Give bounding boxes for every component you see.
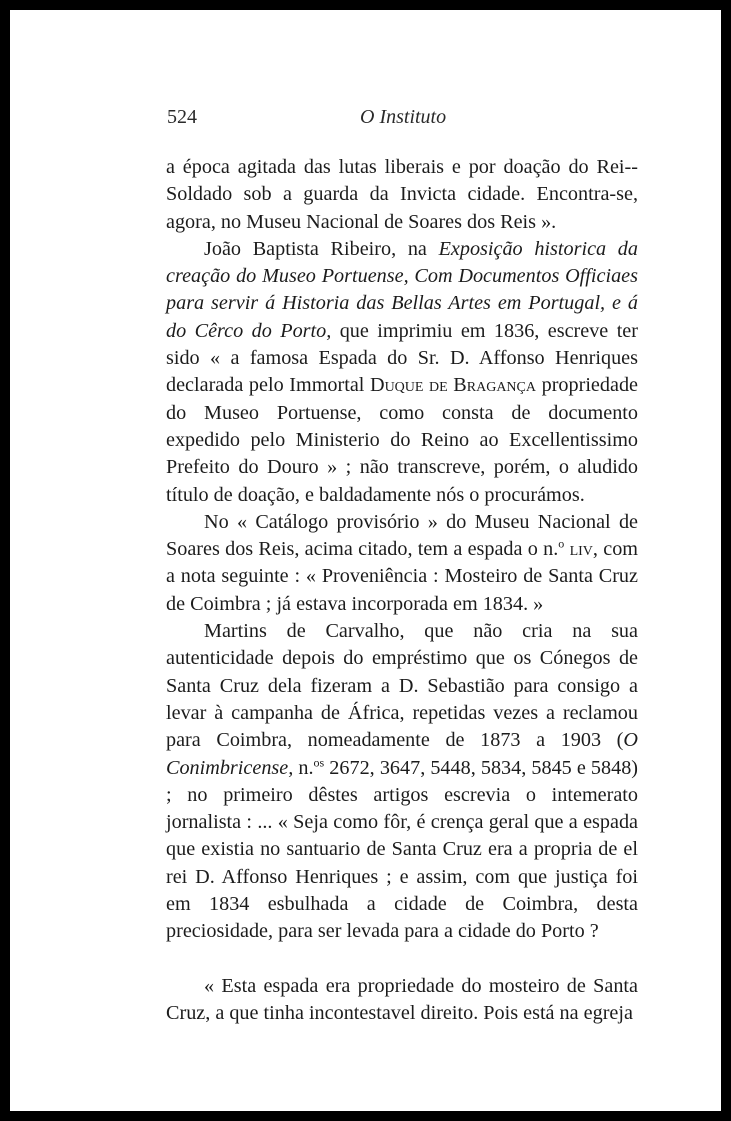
text-segment: n. bbox=[293, 756, 314, 779]
text-segment: os bbox=[313, 754, 325, 769]
paragraph bbox=[166, 973, 638, 1028]
text-segment: Exposição historica da creação do Museo Portuense, Com Documentos Officiaes para servir á Historia das Bellas Artes em Portugal, e á do Cêrco do Porto, bbox=[166, 237, 638, 342]
text-segment: João Baptista Ribeiro, na bbox=[204, 237, 439, 260]
page-number: 524 bbox=[167, 106, 197, 128]
book-page bbox=[10, 10, 721, 1111]
paragraph bbox=[166, 618, 638, 946]
text-segment: o bbox=[558, 536, 565, 551]
paragraph bbox=[166, 509, 638, 618]
text-segment: Martins de Carvalho, que não cria na sua autenticidade depois do empréstimo que os Cónegos de Santa Cruz dela fizeram a D. Sebastião para consigo a levar à campanha de África, repetidas vezes a reclamou para Coimbra, nomeadamente de 1873 a 1903 ( bbox=[166, 620, 638, 752]
text-segment: liv bbox=[569, 538, 593, 561]
text-segment: « Esta espada era propriedade do mosteiro de Santa Cruz, a que tinha incontestavel direito. Pois está na egreja bbox=[166, 974, 638, 1024]
text-segment: No « Catálogo provisório » do Museu Nacional de Soares dos Reis, acima citado, tem a espada o n. bbox=[166, 510, 638, 561]
text-segment: a época agitada das lutas liberais e por doação do Rei--Soldado sob a guarda da Invicta cidade. Encontra-se, agora, no Museu Nacional de Soares dos Reis ». bbox=[166, 156, 638, 233]
text-segment: propriedade do Museo Portuense, como consta de documento expedido pelo Ministerio do Reino ao Excellentissimo Prefeito do Douro » ; não transcreve, porém, o aludido título de doação, e baldadamente nós o procurámos. bbox=[166, 374, 638, 506]
text-segment: , com a nota seguinte : « Proveniência : Mosteiro de Santa Cruz de Coimbra ; já estava incorporada em 1834. » bbox=[166, 538, 638, 615]
body-text bbox=[166, 154, 638, 1027]
running-title: O Instituto bbox=[360, 106, 447, 128]
text-segment: 2672, 3647, 5448, 5834, 5845 e 5848) ; no primeiro dêstes artigos escrevia o intemerato jornalista : ... « Seja como fôr, é crença geral que a espada que existia no santuario de Santa Cruz era a propria de el rei D. Affonso Henriques ; e assim, com que justiça foi em 1834 esbulhada a cidade de Coimbra, desta preciosidade, para ser levada para a cidade do Porto ? bbox=[166, 756, 639, 943]
text-segment: que imprimiu em 1836, escreve ter sido « a famosa Espada do Sr. D. Affonso Henriques declarada pelo Immortal bbox=[166, 319, 638, 397]
text-segment: O Conimbricense, bbox=[166, 729, 638, 779]
text-segment: Duque de Bragança bbox=[369, 374, 536, 397]
page-header bbox=[10, 106, 721, 134]
paragraph bbox=[166, 236, 638, 509]
paragraph bbox=[166, 154, 638, 236]
